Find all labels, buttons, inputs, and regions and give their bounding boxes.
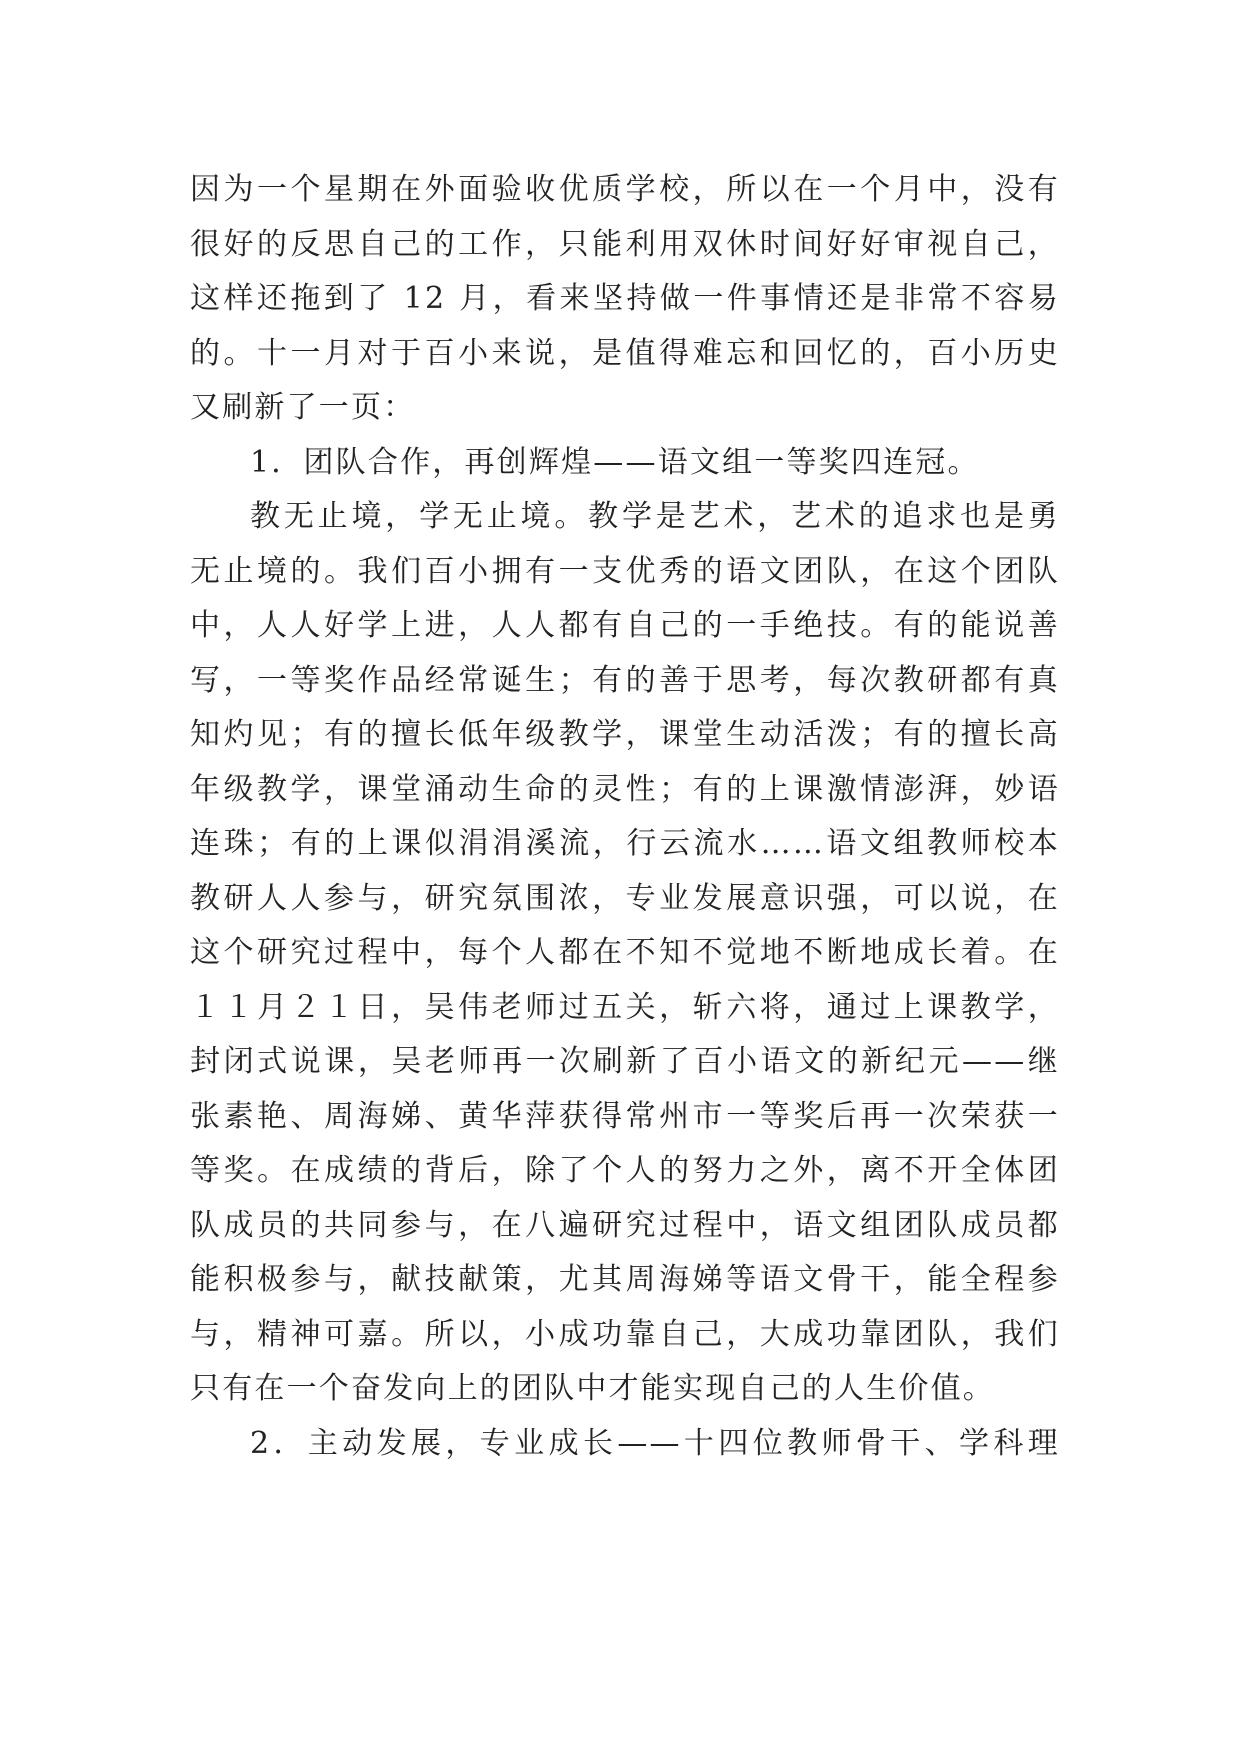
text-line: 队成员的共同参与，在八遍研究过程中，语文组团队成员都 <box>190 1207 1060 1243</box>
document-body <box>190 163 1060 1471</box>
text-line: 又刷新了一页： <box>190 390 416 425</box>
text-line: 能积极参与，献技献策，尤其周海娣等语文骨干，能全程参 <box>190 1262 1060 1297</box>
section-heading: 1．团队合作，再创辉煌——语文组一等奖四连冠。 <box>250 444 980 480</box>
text-line: 连珠；有的上课似涓涓溪流，行云流水……语文组教师校本 <box>190 826 1060 861</box>
text-line: 写，一等奖作品经常诞生；有的善于思考，每次教研都有真 <box>190 662 1060 698</box>
text-line: 等奖。在成绩的背后，除了个人的努力之外，离不开全体团 <box>190 1153 1060 1188</box>
text-line: １１月２１日，吴伟老师过五关，斩六将，通过上课教学， <box>190 989 1060 1025</box>
text-line: 无止境的。我们百小拥有一支优秀的语文团队，在这个团队 <box>190 553 1060 589</box>
text-line: 教研人人参与，研究氛围浓，专业发展意识强，可以说，在 <box>190 880 1060 916</box>
text-line: 年级教学，课堂涌动生命的灵性；有的上课激情澎湃，妙语 <box>190 771 1060 807</box>
text-line: 只有在一个奋发向上的团队中才能实现自己的人生价值。 <box>190 1371 995 1406</box>
text-line: 这样还拖到了 12 月，看来坚持做一件事情还是非常不容易 <box>190 281 1060 316</box>
text-line: 的。十一月对于百小来说，是值得难忘和回忆的，百小历史 <box>190 335 1060 371</box>
text-line: 很好的反思自己的工作，只能利用双休时间好好审视自己， <box>190 226 1060 262</box>
text-line: 因为一个星期在外面验收优质学校，所以在一个月中，没有 <box>190 172 1060 207</box>
text-line: 与，精神可嘉。所以，小成功靠自己，大成功靠团队，我们 <box>190 1316 1060 1352</box>
text-line: 张素艳、周海娣、黄华萍获得常州市一等奖后再一次荣获一 <box>190 1098 1060 1134</box>
text-line: 这个研究过程中，每个人都在不知不觉地不断地成长着。在 <box>190 935 1060 970</box>
text-line: 中，人人好学上进，人人都有自己的一手绝技。有的能说善 <box>190 608 1060 643</box>
text-line: 封闭式说课，吴老师再一次刷新了百小语文的新纪元——继 <box>190 1044 1060 1079</box>
text-line: 知灼见；有的擅长低年级教学，课堂生动活泼；有的擅长高 <box>190 717 1060 752</box>
text-line: 教无止境，学无止境。教学是艺术，艺术的追求也是勇 <box>250 499 1060 534</box>
section-heading: 2．主动发展，专业成长——十四位教师骨干、学科理 <box>250 1425 1060 1461</box>
